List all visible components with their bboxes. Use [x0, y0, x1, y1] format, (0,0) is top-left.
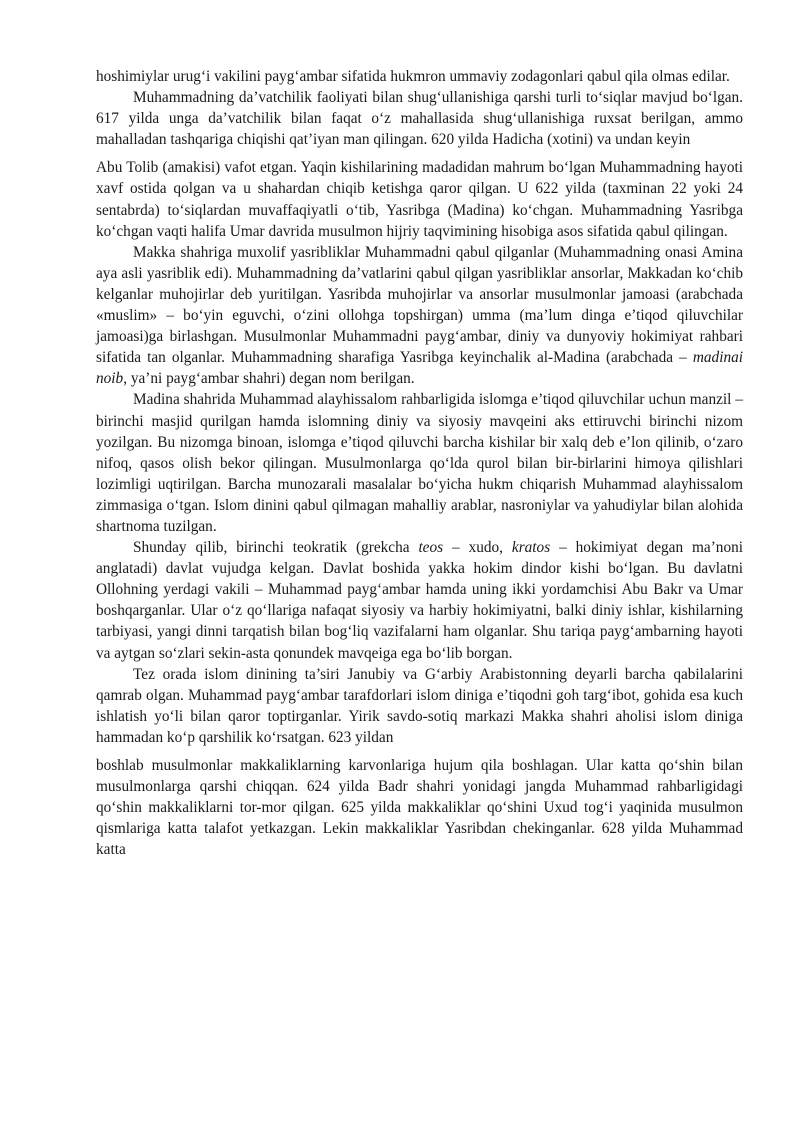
paragraph-text: , ya’ni payg‘ambar shahri) degan nom berilgan. — [123, 370, 415, 388]
italic-term-kratos: kratos — [511, 539, 551, 557]
paragraph-4 — [96, 242, 743, 390]
paragraph-text: hoshimiylar urug‘i vakilini payg‘ambar sifatida hukmron ummaviy zodagonlari qabul qila olmas edilar. — [96, 68, 730, 85]
paragraph-3 — [96, 157, 743, 241]
paragraph-text: – xudo, — [443, 539, 512, 557]
paragraph-7 — [96, 664, 743, 748]
paragraph-5 — [96, 389, 743, 537]
italic-term-madinai-noib: madinai noib — [96, 349, 743, 388]
paragraph-text: Muhammadning da’vatchilik faoliyati bilan shug‘ullanishiga qarshi turli to‘siqlar mavjud bo‘lgan. 617 yilda unga da’vatchilik bilan faqat o‘z mahallasida shug‘ullanishiga ruxsat berilgan, ammo mahalladan tashqariga chiqishi qat’iyan man qilingan. 620 yilda Hadicha (xotini) va undan keyin — [96, 89, 743, 149]
paragraph-text: Abu Tolib (amakisi) vafot etgan. Yaqin kishilarining madadidan mahrum bo‘lgan Muhammadning hayoti xavf ostida qolgan va u shahardan chiqib ketishga qaror qilgan. U 622 yilda (taxminan 22 yoki 24 sentabrda) to‘siqlardan muvaffaqiyatli o‘tib, Yasribga (Madina) ko‘chgan. Muhammadning Yasribga ko‘chgan vaqti halifa Umar davrida musulmon hijriy taqvimining hisobiga asos sifatida qabul qilingan. — [96, 159, 743, 240]
paragraph-6 — [96, 537, 743, 664]
paragraph-text: boshlab musulmonlar makkaliklarning karvonlariga hujum qila boshlagan. Ular katta qo‘shin bilan musulmonlarga qarshi chiqqan. 624 yilda Badr shahri yonidagi jangda Muhammad rahbarligidagi qo‘shin makkaliklarni tor-mor qilgan. 625 yilda makkaliklar qo‘shini Uxud tog‘i yaqinida musulmon qismlariga katta talafot yetkazgan. Lekin makkaliklar Yasribdan chekinganlar. 628 yilda Muhammad katta — [96, 757, 743, 859]
paragraph-text: Makka shahriga muxolif yasribliklar Muhammadni qabul qilganlar (Muhammadning onasi Amina aya asli yasriblik edi). Muhammadning da’vatlarini qabul qilgan yasribliklar ansorlar, Makkadan ko‘chib kelganlar muhojirlar deb yuritilgan. Yasribda muhojirlar va ansorlar musulmonlar jamoasi (arabchada «muslim» – bo‘yin eguvchi, o‘zini ollohga topshirgan) umma (ma’lum dinga e’tiqod qiluvchilar jamoasi)ga birlashgan. Musulmonlar Muhammadni payg‘ambar, diniy va dunyoviy hokimiyat rahbari sifatida tan olganlar. Muhammadning sharafiga Yasribga keyinchalik al-Madina (arabchada – — [96, 243, 743, 367]
paragraph-text: – hokimiyat degan ma’noni anglatadi) davlat vujudga kelgan. Davlat boshida yakka hokim dindor kishi bo‘lgan. Bu davlatni Ollohning yerdagi vakili – Muhammad payg‘ambar hamda uning ikki yordamchisi Abu Bakr va Umar boshqarganlar. Ular o‘z qo‘llariga nafaqat siyosiy va harbiy hokimiyatni, balki diniy ishlar, kishilarning tarbiyasi, yangi dinni tarqatish bilan bog‘liq vazifalarni ham olganlar. Shu tariqa payg‘ambarning hayoti va aytgan so‘zlari sekin-asta qonundek mavqeiga ega bo‘lib borgan. — [96, 539, 743, 662]
paragraph-1 — [96, 66, 743, 87]
italic-term-teos: teos — [418, 539, 444, 557]
paragraph-text: Shunday qilib, birinchi teokratik (grekcha — [133, 539, 419, 557]
paragraph-8 — [96, 755, 743, 860]
paragraph-2 — [96, 87, 743, 150]
paragraph-text: Madina shahrida Muhammad alayhissalom rahbarligida islomga e’tiqod qiluvchilar uchun manzil – birinchi masjid qurilgan hamda islomning diniy va siyosiy mavqeini aks ettiruvchi birinchi nizom yozilgan. Bu nizomga binoan, islomga e’tiqod qiluvchi barcha kishilar bir xalq deb e’lon qilinib, o‘zaro nifoq, qasos olish bekor qilingan. Musulmonlarga qo‘lda qurol bilan bir-birlarini himoya qilishlari lozimligi uqtirilgan. Barcha munozarali masalalar bo‘yicha hukm chiqarish Muhammad alayhissalom zimmasiga o‘tgan. Islom dinini qabul qilmagan mahalliy arablar, nasroniylar va yahudiylar bilan alohida shartnoma tuzilgan. — [96, 391, 743, 535]
paragraph-text: Tez orada islom dinining ta’siri Janubiy va G‘arbiy Arabistonning deyarli barcha qabilalarini qamrab olgan. Muhammad payg‘ambar tarafdorlari islom diniga e’tiqodni goh targ‘ibot, gohida esa kuch ishlatish yo‘li bilan qaror toptirganlar. Yirik savdo-sotiq markazi Makka shahri aholisi islom diniga hammadan ko‘p qarshilik ko‘rsatgan. 623 yildan — [96, 665, 743, 746]
